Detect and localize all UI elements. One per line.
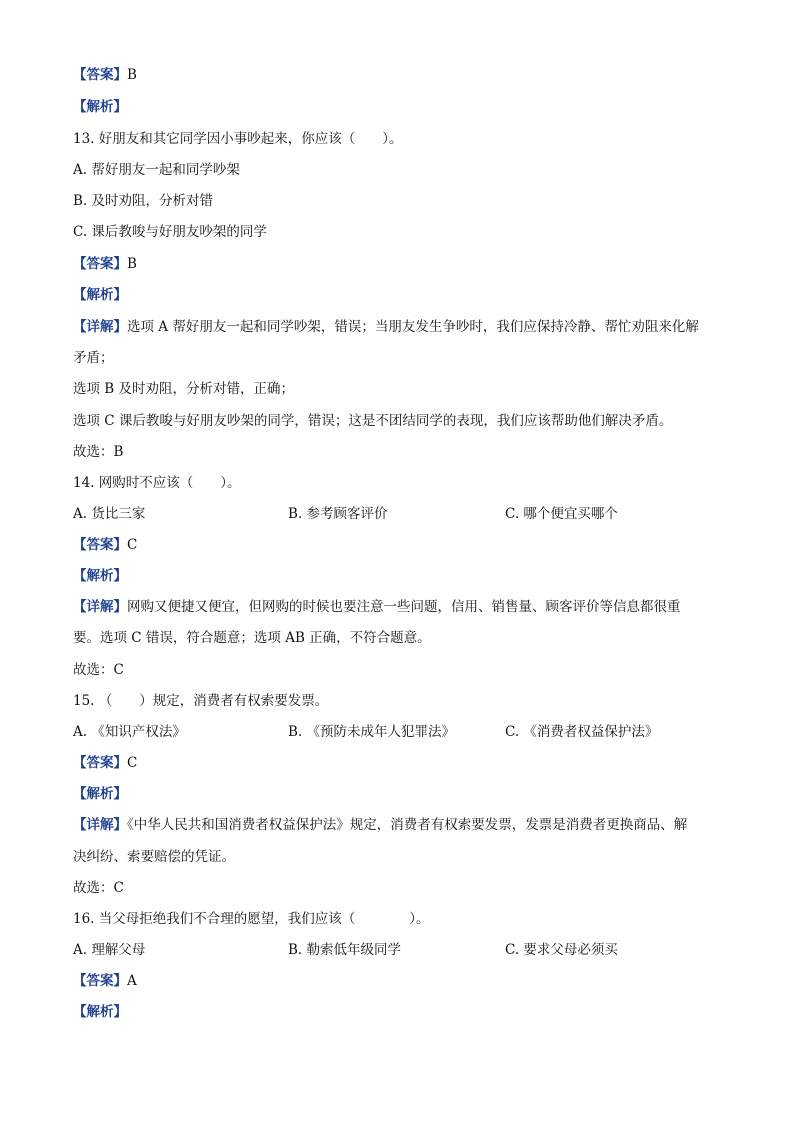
answer-value: C bbox=[127, 755, 138, 771]
q14-detail-1 bbox=[73, 598, 681, 616]
answer-tag: 【答案】 bbox=[73, 256, 127, 272]
question-16: 16. 当父母拒绝我们不合理的愿望，我们应该（ ）。 bbox=[73, 911, 430, 927]
question-15: 15. （ ）规定，消费者有权索要发票。 bbox=[73, 693, 329, 709]
answer-value: B bbox=[127, 67, 137, 83]
answer-value: B bbox=[127, 256, 137, 272]
q15-answer-line bbox=[73, 754, 137, 772]
q14-detail-2: 要。选项 C 错误，符合题意；选项 AB 正确，不符合题意。 bbox=[73, 630, 431, 646]
q13-detail-4: 选项 C 课后教唆与好朋友吵架的同学，错误；这是不团结同学的表现，我们应该帮助他们解决矛盾。 bbox=[73, 413, 673, 429]
q13-option-b: B. 及时劝阻，分析对错 bbox=[73, 193, 214, 209]
detail-text: 网购又便捷又便宜，但网购的时候也要注意一些问题，信用、销售量、顾客评价等信息都很重 bbox=[127, 599, 681, 615]
q16-option-b: B. 勒索低年级同学 bbox=[288, 942, 402, 958]
detail-tag: 【详解】 bbox=[73, 817, 127, 833]
q13-answer-line bbox=[73, 255, 137, 273]
q13-option-c: C. 课后教唆与好朋友吵架的同学 bbox=[73, 224, 267, 240]
q13-analysis-tag: 【解析】 bbox=[73, 287, 127, 303]
q16-analysis-tag: 【解析】 bbox=[73, 1004, 127, 1020]
q14-option-b: B. 参考顾客评价 bbox=[288, 506, 388, 522]
q16-option-a: A. 理解父母 bbox=[73, 942, 146, 958]
detail-text: 选项 A 帮好朋友一起和同学吵架，错误；当朋友发生争吵时，我们应保持冷静、帮忙劝阻来化解 bbox=[127, 319, 699, 335]
q14-choice: 故选：C bbox=[73, 662, 124, 678]
answer-value: A bbox=[127, 973, 137, 989]
q15-detail-1 bbox=[73, 816, 687, 834]
q13-detail-3: 选项 B 及时劝阻，分析对错，正确； bbox=[73, 381, 295, 397]
analysis-tag: 【解析】 bbox=[73, 99, 127, 115]
q14-analysis-tag: 【解析】 bbox=[73, 568, 127, 584]
question-13: 13. 好朋友和其它同学因小事吵起来，你应该（ ）。 bbox=[73, 131, 403, 147]
answer-tag: 【答案】 bbox=[73, 537, 127, 553]
q13-option-a: A. 帮好朋友一起和同学吵架 bbox=[73, 162, 240, 178]
q16-answer-line bbox=[73, 972, 137, 990]
answer-line bbox=[73, 66, 137, 84]
detail-text: 《中华人民共和国消费者权益保护法》规定，消费者有权索要发票，发票是消费者更换商品、解 bbox=[127, 817, 688, 833]
answer-value: C bbox=[127, 537, 138, 553]
q14-option-c: C. 哪个便宜买哪个 bbox=[505, 506, 618, 522]
q14-option-a: A. 货比三家 bbox=[73, 506, 146, 522]
q15-option-b: B. 《预防未成年人犯罪法》 bbox=[288, 724, 456, 740]
q13-detail-2: 矛盾； bbox=[73, 350, 114, 366]
q15-detail-2: 决纠纷、索要赔偿的凭证。 bbox=[73, 849, 235, 865]
q13-choice: 故选：B bbox=[73, 444, 124, 460]
answer-tag: 【答案】 bbox=[73, 755, 127, 771]
q15-analysis-tag: 【解析】 bbox=[73, 786, 127, 802]
answer-tag: 【答案】 bbox=[73, 973, 127, 989]
question-14: 14. 网购时不应该（ ）。 bbox=[73, 475, 241, 491]
detail-tag: 【详解】 bbox=[73, 599, 127, 615]
q13-detail-1 bbox=[73, 318, 699, 336]
q16-option-c: C. 要求父母必须买 bbox=[505, 942, 618, 958]
answer-tag: 【答案】 bbox=[73, 67, 127, 83]
detail-tag: 【详解】 bbox=[73, 319, 127, 335]
q15-option-a: A. 《知识产权法》 bbox=[73, 724, 186, 740]
q14-answer-line bbox=[73, 536, 137, 554]
q15-choice: 故选：C bbox=[73, 880, 124, 896]
q15-option-c: C. 《消费者权益保护法》 bbox=[505, 724, 659, 740]
